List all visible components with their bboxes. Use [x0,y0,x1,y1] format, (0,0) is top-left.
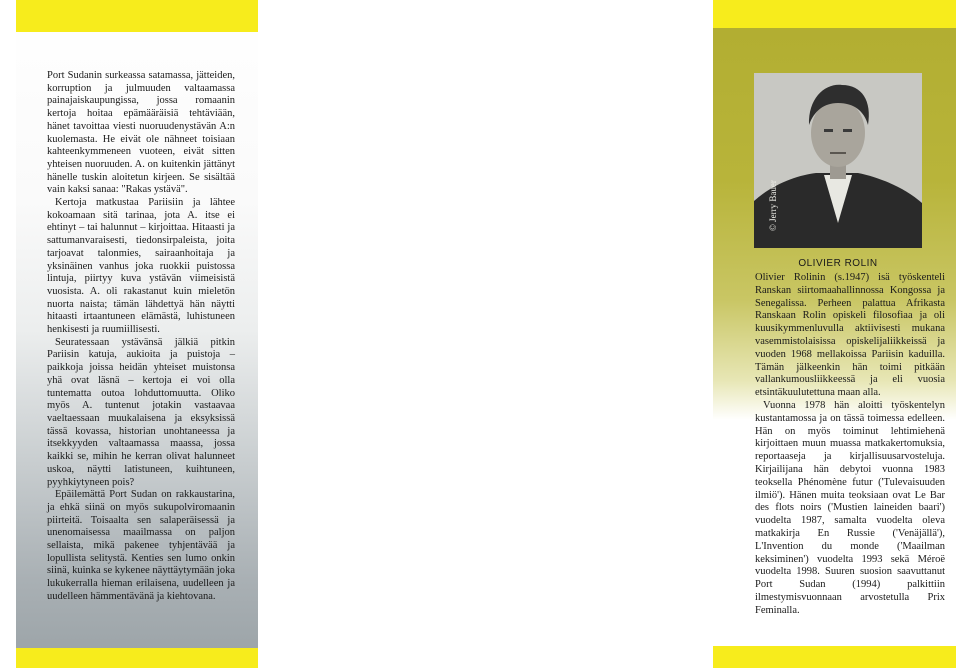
bio-paragraph-1: Olivier Rolinin (s.1947) isä työskenteli Ranskan siirtomaahallinnossa Kongossa ja Senegalissa. Perheen palattua Afrikasta Ranskaan Rolin opiskeli filosofiaa ja oli kuusikymmenluvulla aktiivisesti mukana vasemmistolaisissa opiskelijaliikkeissä ja vuoden 1968 mellakoissa Pariisin kaduilla. Tämän jälkeenkin hän toimi pitkään vallankumousliikkeessä ja eli vuosia etsintäkuulutettuna maan alla. [755,272,945,399]
blurb-text [47,70,235,604]
blurb-paragraph-3: Seuratessaan ystävänsä jälkiä pitkin Pariisin katuja, aukioita ja puistoja – paikkoja joissa heidän yhteiset muistonsa yhä ovat läsnä – kertoja ei voi olla tuntematta outoa lohduttomuutta. Oliko myös A. tuntenut jotakin vastaavaa vaeltaessaan muukalaisena ja eksyksissä tässä kovassa, historian unohtaneessa ja itsekkyyden valtaamassa maassa, jossa kaikki se, mihin he kerran olivat halunneet uskoa, näytti latistuneen, kuihtuneen, pyyhkiytyneen pois? [47,336,235,488]
blurb-paragraph-2: Kertoja matkustaa Pariisiin ja lähtee kokoamaan sitä tarinaa, jota A. itse ei ehtinyt – tai halunnut – kirjoittaa. Hitaasti ja sattumanvaraisesti, tiedonsirpaleista, joita tarjoavat talonmies, sairaanhoitaja ja yksinäinen vanhus joka ruokkii puistossa lintuja, piirtyy kuva ystävän viimeisistä vuosista. A. oli rakastanut kuin mieletön nuorta naista; tämän lähdettyä hän näytti hitaasti irtaantuneen elämästä, luhistuneen henkisesti ja ruumiillisesti. [47,197,235,336]
left-flap [16,0,258,668]
blurb-paragraph-4: Epäilemättä Port Sudan on rakkaustarina, ja ehkä siinä on myös sukupolviromaanin piirteitä. Toisaalta sen salaperäisessä ja unenomaisessa maailmassa on paljon sellaista, mikä pakenee tyhjentävää ja lopullista selitystä. Kenties sen lumo onkin siinä, kuinka se kykenee näyttäytymään joka lukukerralla hieman erilaisena, uudelleen ja uudelleen hämmentävänä ja kiehtovana. [47,489,235,602]
right-flap [713,0,956,668]
blurb-paragraph-1: Port Sudanin surkeassa satamassa, jätteiden, korruption ja julmuuden valtaamassa painajaiskaupungissa, jossa romaanin kertoja hoitaa epämääräisiä tehtäviään, hänet tavoittaa viesti nuoruudenystävän A:n kuolemasta. He eivät ole nähneet toisiaan kahteenkymmeneen vuoteen, eivät sitten yhteisen nuoruuden. A. on kuitenkin jättänyt hänelle tuskin aloitetun kirjeen. Se sisältää vain kaksi sanaa: "Rakas ystävä". [47,70,235,196]
right-top-yellow-band [713,0,956,28]
right-bottom-yellow-band [713,646,956,668]
left-top-yellow-band [16,0,258,32]
author-bio [755,272,945,618]
left-bottom-yellow-band [16,648,258,668]
photo-credit: © Jerry Bauer [768,180,778,231]
author-photo [754,73,922,248]
bio-paragraph-2: Vuonna 1978 hän aloitti työskentelyn kustantamossa ja on tässä toimessa edelleen. Hän on myös toiminut lehtimiehenä kirjoittaen muun muassa matkakertomuksia, reportaaseja ja kirjallisuusarvosteluja. Kirjailijana hän debytoi vuonna 1983 teoksella Phénomène futur ('Tulevaisuuden ilmiö'). Hänen muita teoksiaan ovat Le Bar des flots noirs ('Mustien laineiden baari') vuodelta 1987, samalta vuodelta oleva matkakirja En Russie ('Venäjällä'), L'Invention du monde ('Maailman keksiminen') vuodelta 1993 sekä Méroë vuodelta 1998. Suuren suosion saavuttanut Port Sudan (1994) palkittiin ilmestymisvuonnaan arvostetulla Prix Feminalla. [755,399,945,616]
author-name: OLIVIER ROLIN [798,258,878,269]
